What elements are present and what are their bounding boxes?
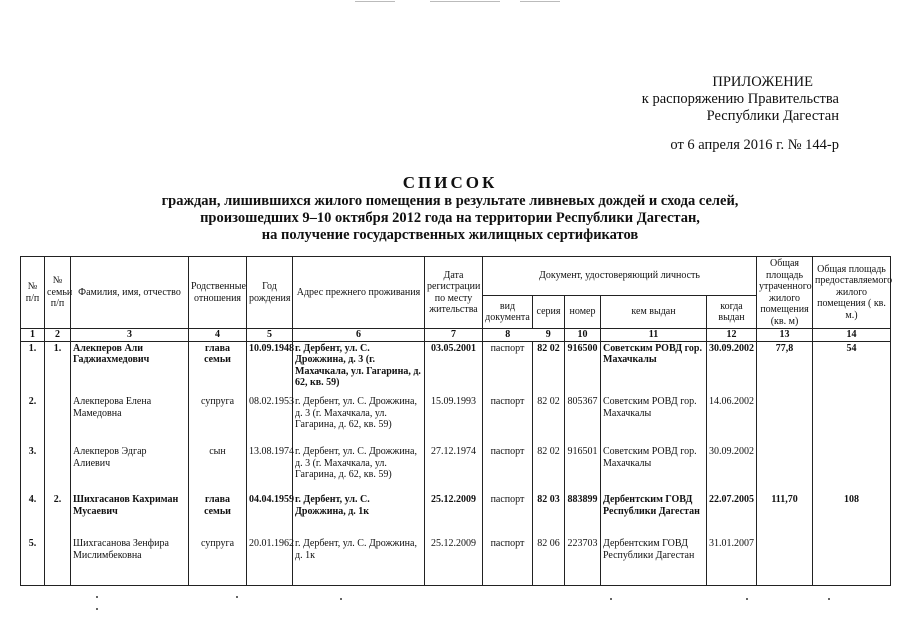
row-reg-date: 03.05.2001 bbox=[425, 341, 483, 395]
row-family-num: 2. bbox=[45, 493, 71, 537]
appendix-title: ПРИЛОЖЕНИЕ bbox=[712, 74, 813, 90]
row-birth-year: 04.04.1959 bbox=[247, 493, 293, 537]
row-num: 5. bbox=[21, 537, 45, 585]
appendix-line-3: Республики Дагестан bbox=[706, 108, 839, 124]
header-doc-date: когда выдан bbox=[707, 296, 757, 329]
header-doc-series: серия bbox=[533, 296, 565, 329]
row-lost-area: 77,8 bbox=[757, 341, 813, 395]
row-birth-year: 08.02.1953 bbox=[247, 395, 293, 445]
row-family-num bbox=[45, 395, 71, 445]
table-row bbox=[21, 493, 891, 537]
row-provided-area: 54 bbox=[813, 341, 891, 395]
header-reg-date: Дата регистрации по месту жительства bbox=[425, 257, 483, 329]
header-relation: Родственные отношения bbox=[189, 257, 247, 329]
row-doc-issuer: Советским РОВД гор. Махачкалы bbox=[601, 395, 707, 445]
scan-artifact bbox=[96, 596, 98, 598]
row-reg-date: 15.09.1993 bbox=[425, 395, 483, 445]
row-fio: Алекперов Эдгар Алиевич bbox=[71, 445, 189, 493]
column-number: 10 bbox=[565, 329, 601, 342]
column-number: 1 bbox=[21, 329, 45, 342]
row-birth-year: 10.09.1948 bbox=[247, 341, 293, 395]
column-number: 11 bbox=[601, 329, 707, 342]
row-address: г. Дербент, ул. С. Дрожжина, д. 1к bbox=[293, 537, 425, 585]
heading-line-3: на получение государственных жилищных сертификатов bbox=[261, 227, 639, 243]
row-num: 1. bbox=[21, 341, 45, 395]
row-provided-area: 108 bbox=[813, 493, 891, 537]
row-doc-issuer: Дербентским ГОВД Республики Дагестан bbox=[601, 537, 707, 585]
row-doc-date: 22.07.2005 bbox=[707, 493, 757, 537]
header-document: Документ, удостоверяющий личность bbox=[483, 257, 757, 296]
row-doc-type: паспорт bbox=[483, 395, 533, 445]
scan-artifact bbox=[610, 598, 612, 600]
row-num: 4. bbox=[21, 493, 45, 537]
scan-artifact bbox=[355, 1, 395, 2]
header-doc-type: вид документа bbox=[483, 296, 533, 329]
table-row bbox=[21, 341, 891, 395]
scan-artifact bbox=[828, 598, 830, 600]
header-address: Адрес прежнего проживания bbox=[293, 257, 425, 329]
scan-artifact bbox=[520, 1, 560, 2]
row-doc-number: 805367 bbox=[565, 395, 601, 445]
row-doc-date: 30.09.2002 bbox=[707, 341, 757, 395]
column-number: 12 bbox=[707, 329, 757, 342]
heading-line-2: произошедших 9–10 октября 2012 года на территории Республики Дагестан, bbox=[200, 210, 700, 226]
row-address: г. Дербент, ул. С. Дрожжина, д. 1к bbox=[293, 493, 425, 537]
row-provided-area bbox=[813, 445, 891, 493]
row-doc-number: 916500 bbox=[565, 341, 601, 395]
row-doc-type: паспорт bbox=[483, 341, 533, 395]
header-family-num: № семьи п/п bbox=[45, 257, 71, 329]
row-doc-series: 82 03 bbox=[533, 493, 565, 537]
appendix-date: от 6 апреля 2016 г. № 144-р bbox=[670, 137, 839, 153]
row-doc-number: 223703 bbox=[565, 537, 601, 585]
column-number: 4 bbox=[189, 329, 247, 342]
row-lost-area: 111,70 bbox=[757, 493, 813, 537]
row-provided-area bbox=[813, 537, 891, 585]
row-provided-area bbox=[813, 395, 891, 445]
document-heading bbox=[60, 172, 840, 244]
row-doc-date: 14.06.2002 bbox=[707, 395, 757, 445]
row-doc-type: паспорт bbox=[483, 537, 533, 585]
header-provided-area: Общая площадь предоставляемого жилого помещения ( кв. м.) bbox=[813, 257, 891, 329]
row-lost-area bbox=[757, 445, 813, 493]
column-number: 14 bbox=[813, 329, 891, 342]
row-address: г. Дербент, ул. С. Дрожжина, д. 3 (г. Махачкала, ул. Гагарина, д. 62, кв. 59) bbox=[293, 445, 425, 493]
scan-artifact bbox=[430, 1, 500, 2]
heading-title: СПИСОК bbox=[402, 173, 498, 192]
header-doc-number: номер bbox=[565, 296, 601, 329]
row-doc-series: 82 06 bbox=[533, 537, 565, 585]
row-reg-date: 27.12.1974 bbox=[425, 445, 483, 493]
scan-artifact bbox=[340, 598, 342, 600]
column-number: 6 bbox=[293, 329, 425, 342]
row-fio: Алекперов Али Гаджиахмедович bbox=[71, 341, 189, 395]
row-num: 3. bbox=[21, 445, 45, 493]
column-number: 9 bbox=[545, 329, 551, 340]
table-row bbox=[21, 445, 891, 493]
header-birth-year: Год рождения bbox=[247, 257, 293, 329]
row-relation: супруга bbox=[189, 395, 247, 445]
row-doc-type: паспорт bbox=[483, 493, 533, 537]
row-fio: Шихгасанова Зенфира Мислимбековна bbox=[71, 537, 189, 585]
row-doc-date: 31.01.2007 bbox=[707, 537, 757, 585]
column-number-row bbox=[21, 329, 891, 342]
scan-artifact bbox=[96, 608, 98, 610]
row-birth-year: 13.08.1974 bbox=[247, 445, 293, 493]
row-relation: глава семьи bbox=[189, 493, 247, 537]
row-fio: Шихгасанов Кахриман Мусаевич bbox=[71, 493, 189, 537]
column-number: 2 bbox=[45, 329, 71, 342]
header-num: № п/п bbox=[21, 257, 45, 329]
appendix-line-2: к распоряжению Правительства bbox=[641, 91, 839, 107]
row-family-num bbox=[45, 537, 71, 585]
row-num: 2. bbox=[21, 395, 45, 445]
row-doc-series: 82 02 bbox=[533, 395, 565, 445]
table-body bbox=[21, 341, 891, 585]
row-doc-issuer: Советским РОВД гор. Махачкалы bbox=[601, 341, 707, 395]
row-doc-type: паспорт bbox=[483, 445, 533, 493]
row-family-num bbox=[45, 445, 71, 493]
column-number bbox=[483, 329, 565, 342]
column-number: 8 bbox=[505, 329, 511, 340]
row-relation: супруга bbox=[189, 537, 247, 585]
heading-line-1: граждан, лишившихся жилого помещения в результате ливневых дождей и схода селей, bbox=[161, 193, 739, 209]
table-row bbox=[21, 537, 891, 585]
scan-footer-marks bbox=[0, 596, 905, 626]
scan-artifact bbox=[746, 598, 748, 600]
row-doc-series: 82 02 bbox=[533, 341, 565, 395]
column-number: 5 bbox=[247, 329, 293, 342]
row-birth-year: 20.01.1962 bbox=[247, 537, 293, 585]
row-reg-date: 25.12.2009 bbox=[425, 493, 483, 537]
row-fio: Алекперова Елена Мамедовна bbox=[71, 395, 189, 445]
header-lost-area: Общая площадь утраченного жилого помещения (кв. м) bbox=[757, 257, 813, 329]
row-lost-area bbox=[757, 537, 813, 585]
row-doc-issuer: Дербентским ГОВД Республики Дагестан bbox=[601, 493, 707, 537]
row-relation: сын bbox=[189, 445, 247, 493]
table-row bbox=[21, 395, 891, 445]
header-fio: Фамилия, имя, отчество bbox=[71, 257, 189, 329]
row-doc-issuer: Советским РОВД гор. Махачкалы bbox=[601, 445, 707, 493]
row-address: г. Дербент, ул. С. Дрожжина, д. 3 (г. Махачкала, ул. Гагарина, д. 62, кв. 59) bbox=[293, 395, 425, 445]
row-doc-date: 30.09.2002 bbox=[707, 445, 757, 493]
row-address: г. Дербент, ул. С. Дрожжина, д. 3 (г. Махачкала, ул. Гагарина, д. 62, кв. 59) bbox=[293, 341, 425, 395]
header-doc-issuer: кем выдан bbox=[601, 296, 707, 329]
row-reg-date: 25.12.2009 bbox=[425, 537, 483, 585]
row-doc-number: 916501 bbox=[565, 445, 601, 493]
scan-artifact bbox=[236, 596, 238, 598]
row-doc-number: 883899 bbox=[565, 493, 601, 537]
column-number: 13 bbox=[757, 329, 813, 342]
row-family-num: 1. bbox=[45, 341, 71, 395]
column-number: 3 bbox=[71, 329, 189, 342]
row-relation: глава семьи bbox=[189, 341, 247, 395]
appendix-block bbox=[642, 74, 839, 154]
row-lost-area bbox=[757, 395, 813, 445]
citizens-table bbox=[20, 256, 891, 586]
row-doc-series: 82 02 bbox=[533, 445, 565, 493]
column-number: 7 bbox=[425, 329, 483, 342]
